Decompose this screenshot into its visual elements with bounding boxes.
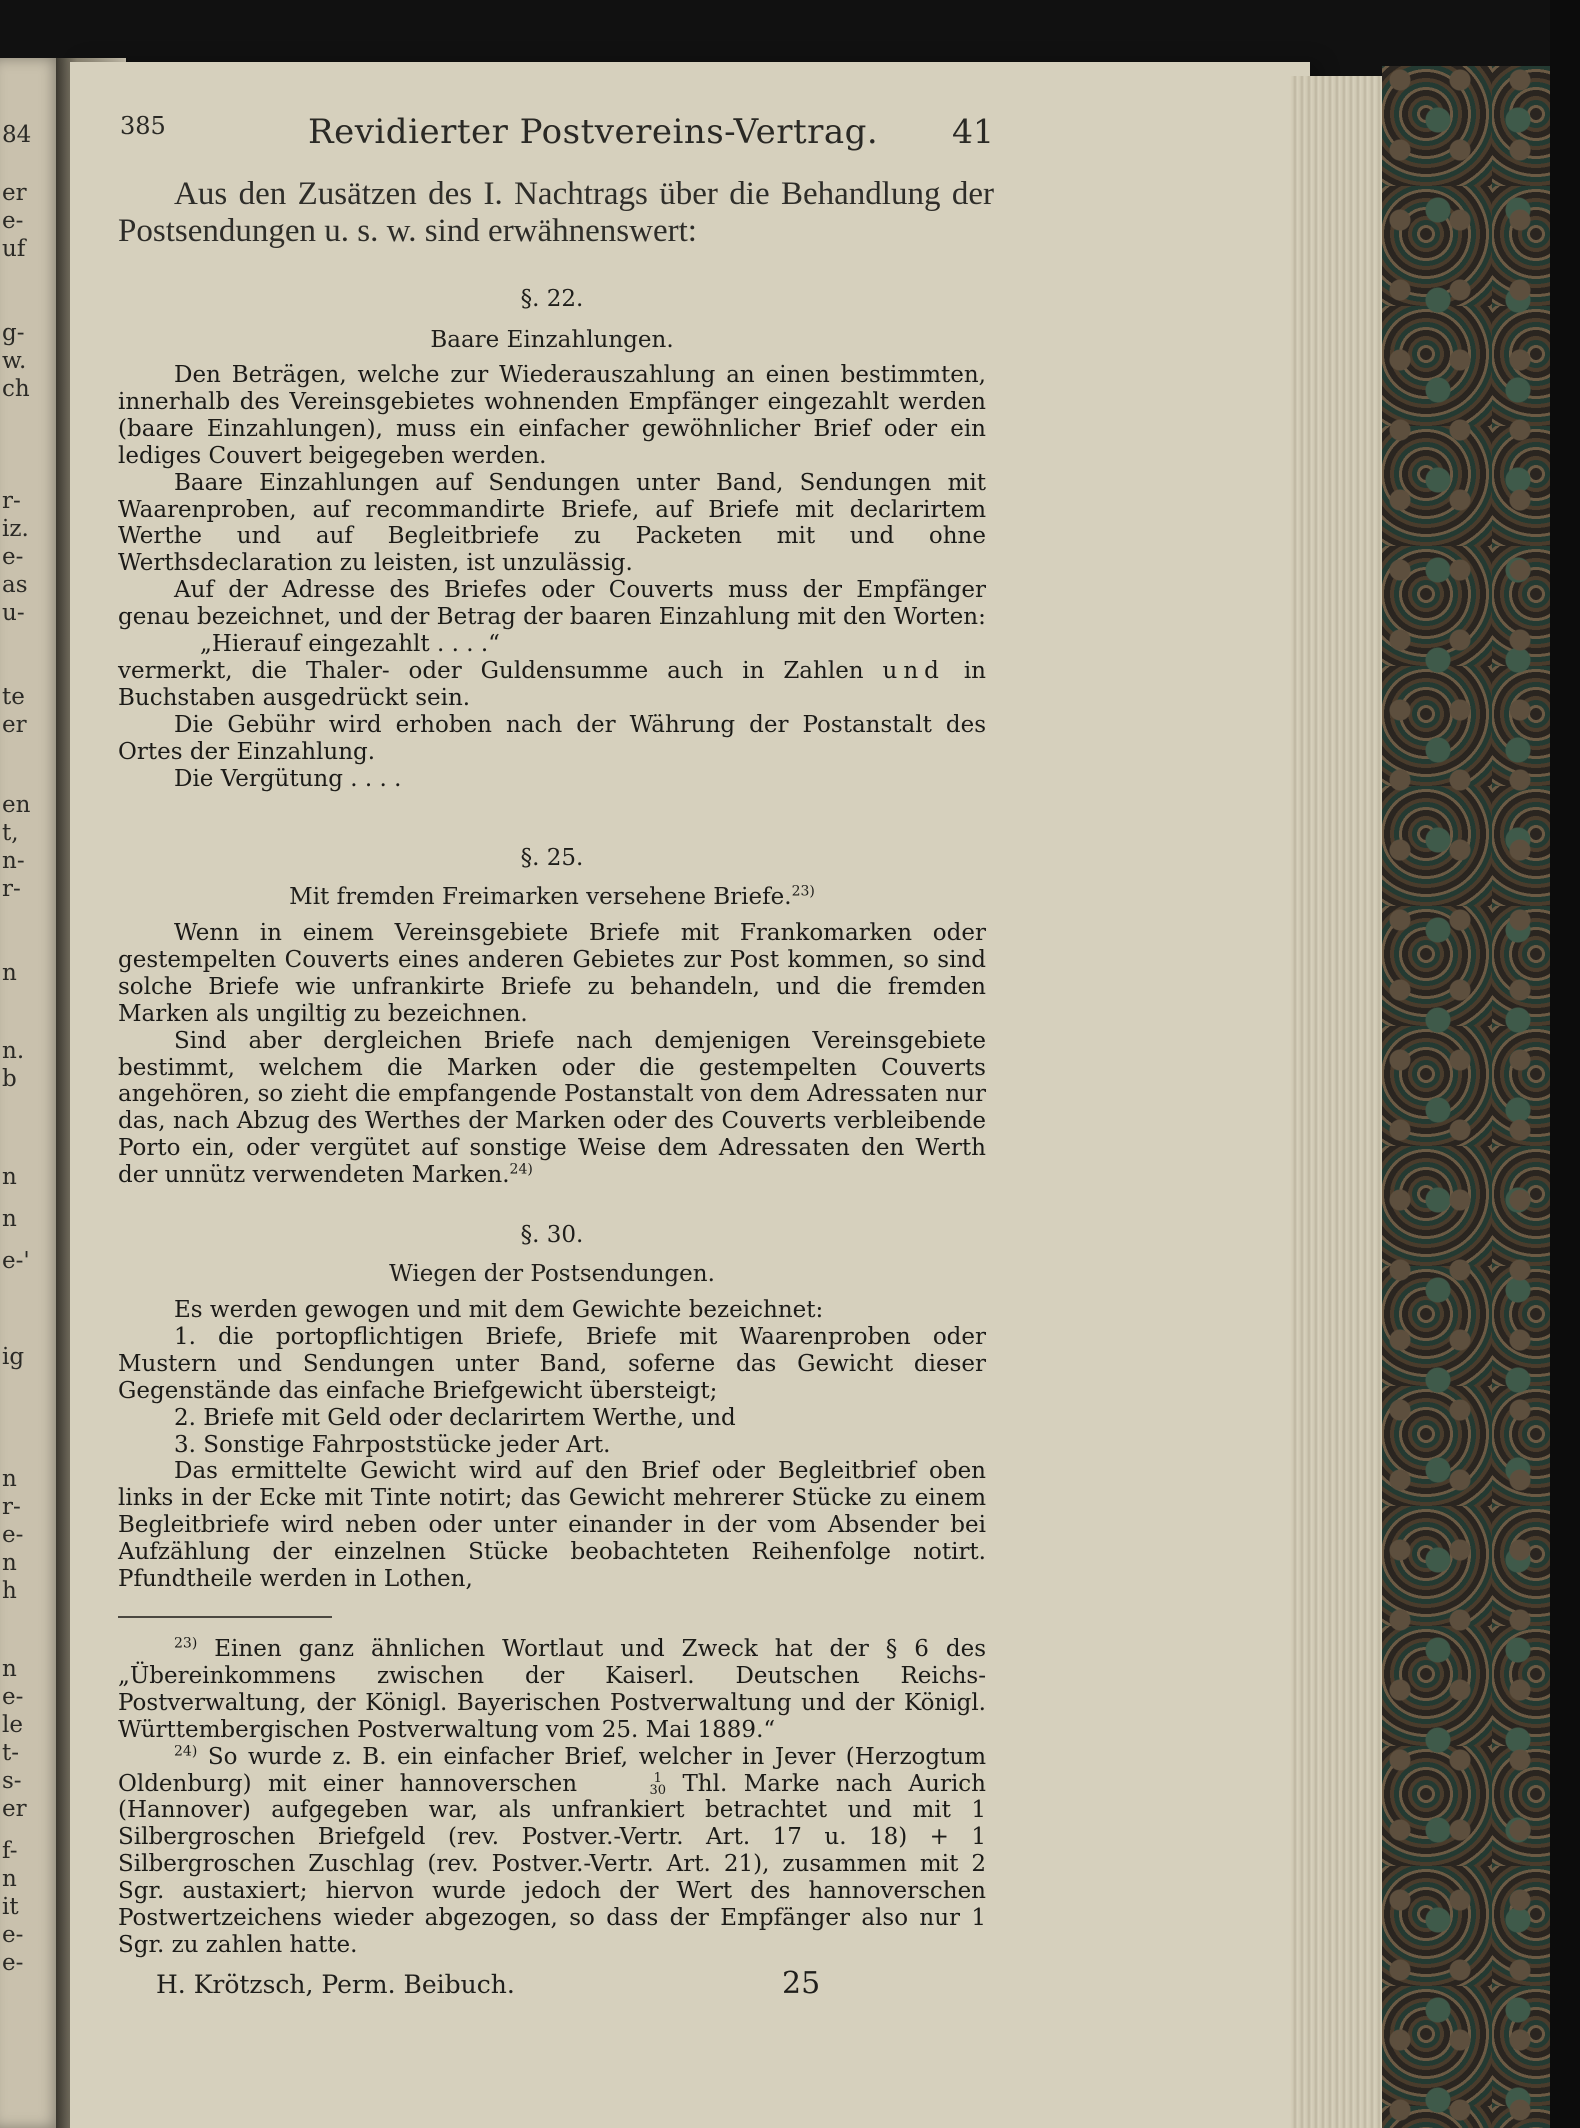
margin-fragment: er — [2, 1796, 27, 1822]
margin-fragment: e- — [2, 544, 24, 570]
margin-fragment: ig — [2, 1344, 25, 1370]
section-25-number: §. 25. — [520, 845, 584, 871]
section-22-spaced-word: und — [882, 657, 945, 684]
footnote-text: Einen ganz ähnlichen Wortlaut und Zweck hat der § 6 des „Übereinkommens zwischen der Kaiserl. Deutschen Reichs-Postverwaltung, der Königl. Bayerischen Postverwaltung und der Königl. Württembergischen Postverwaltung vom 25. Mai 1889.“ — [118, 1636, 987, 1743]
section-30-list-item: 1. die portopflichtigen Briefe, Briefe mit Waarenproben oder Mustern und Sendungen unter Band, soferne das Gewicht dieser Gegenstände das einfache Briefgewicht übersteigt; — [118, 1323, 986, 1404]
section-25-paragraph: Wenn in einem Vereinsgebiete Briefe mit Frankomarken oder gestempelten Couverts eines anderen Gebietes zur Post kommen, so sind solche Briefe wie unfrankirte Briefe zu behandeln, und die fremden Marken als ungiltig zu bezeichnen. — [118, 920, 986, 1027]
section-22-paragraph: Den Beträgen, welche zur Wiederauszahlung an einen bestimmten, innerhalb des Vereinsgebietes wohnenden Empfänger eingezahlt werden (baare Einzahlungen), muss ein einfacher gewöhnlicher Brief oder ein lediges Couvert beigegeben werden. — [118, 362, 986, 469]
signature-footer — [118, 1966, 986, 2004]
margin-fragment: er — [2, 712, 27, 738]
section-25-body — [118, 920, 986, 1189]
footnote-23 — [118, 1636, 986, 1744]
section-30-body — [118, 1297, 986, 1593]
margin-fragment: iz. — [2, 516, 29, 542]
footnote-rule — [118, 1616, 332, 1618]
margin-fragment: e- — [2, 1922, 24, 1948]
margin-fragment: ch — [2, 376, 30, 402]
background-edge — [1550, 0, 1580, 2128]
margin-fragment: w. — [2, 348, 27, 374]
header-page-number-left: 385 — [120, 112, 166, 140]
section-30-number: §. 30. — [520, 1222, 584, 1248]
margin-fragment: te — [2, 684, 25, 710]
margin-fragment: s- — [2, 1768, 22, 1794]
margin-fragment: as — [2, 572, 28, 598]
margin-fragment: t, — [2, 820, 19, 846]
intro-paragraph — [118, 176, 994, 250]
margin-fragment: er — [2, 180, 27, 206]
header-title: Revidierter Postvereins-Vertrag. — [308, 112, 879, 152]
margin-fragment: le — [2, 1712, 23, 1738]
margin-fragment: u- — [2, 600, 25, 626]
footnote-ref-24: 24) — [509, 1161, 533, 1178]
section-22-paragraph: Baare Einzahlungen auf Sendungen unter Band, Sendungen mit Waarenproben, auf recommandirte Briefe, auf Briefe mit declarirtem Werthe und auf Begleitbriefe zu Packeten mit und ohne Werthsdeclaration zu leisten, ist unzulässig. — [118, 469, 986, 577]
intro-text: Aus den Zusätzen des I. Nachtrags über die Behandlung der Postsendungen u. s. w. sind erwähnenswert: — [118, 176, 994, 249]
margin-fragment: n- — [2, 848, 25, 874]
margin-fragment: e- — [2, 1522, 24, 1548]
footnote-24 — [118, 1744, 986, 1959]
fraction — [594, 1770, 667, 1798]
margin-fragment: h — [2, 1578, 17, 1604]
margin-fragment: e- — [2, 208, 24, 234]
running-header — [118, 112, 994, 156]
margin-fragment: r- — [2, 488, 21, 514]
margin-fragment: n — [2, 1656, 17, 1682]
section-22-text-fragment: in Buchstaben ausgedrückt sein. — [118, 657, 986, 711]
section-25-text: Sind aber dergleichen Briefe nach demjenigen Vereinsgebiete bestimmt, welchem die Marken oder die gestempelten Couverts angehören, so zieht die empfangende Postanstalt von dem Adressaten nur das, nach Abzug des Werthes der Marken oder des Couverts verbleibende Porto ein, oder vergütet auf sonstige Weise dem Adressaten den Werth der unnütz verwendeten Marken. — [118, 1027, 986, 1189]
section-22-number: §. 22. — [520, 286, 584, 312]
section-30-list-item: 3. Sonstige Fahrpoststücke jeder Art. — [174, 1431, 611, 1458]
margin-fragment: b — [2, 1066, 17, 1092]
margin-fragment: f- — [2, 1838, 18, 1864]
margin-fragment: it — [2, 1894, 19, 1920]
section-25-paragraph — [118, 1028, 986, 1189]
page-block-edges — [1290, 76, 1382, 2128]
margin-fragment: r- — [2, 1494, 21, 1520]
footnote-text: Thl. Marke nach Aurich (Hannover) aufgegeben war, als unfrankiert betrachtet und mit 1 Silbergroschen Briefgeld (rev. Postver.-Vertr. Art. 17 u. 18) + 1 Silbergroschen Zuschlag (rev. Postver.-Vertr. Art. 21), zusammen mit 2 Sgr. austaxiert; hiervon wurde jedoch der Wert des hannoverschen Postwertzeichens wieder abgezogen, so dass der Empfänger also nur 1 Sgr. zu zahlen hatte. — [118, 1770, 986, 1958]
footnotes — [118, 1636, 986, 1959]
margin-fragment: e-' — [2, 1248, 30, 1274]
footnote-ref-23: 23) — [791, 883, 815, 900]
fraction-numerator: 1 — [653, 1770, 662, 1786]
footnote-mark: 24) — [174, 1742, 198, 1759]
section-30-title: Wiegen der Postsendungen. — [389, 1261, 715, 1287]
footnote-mark: 23) — [174, 1635, 198, 1652]
section-22-paragraph — [118, 658, 986, 712]
section-22-text-fragment: vermerkt, die Thaler- oder Guldensumme auch in Zahlen — [118, 657, 864, 684]
section-22-body — [118, 362, 986, 793]
section-22-paragraph: Die Gebühr wird erhoben nach der Währung der Postanstalt des Ortes der Einzahlung. — [118, 711, 986, 765]
footnote-text: So wurde z. B. ein einfacher Brief, welcher in Jever (Herzogtum Oldenburg) mit einer hannoverschen — [118, 1743, 986, 1797]
margin-fragment: n — [2, 1550, 17, 1576]
margin-fragment: 84 — [2, 122, 32, 148]
margin-fragment: n — [2, 960, 17, 986]
margin-fragment: r- — [2, 876, 21, 902]
section-22-quote: „Hierauf eingezahlt . . . .“ — [200, 631, 500, 658]
section-22-title: Baare Einzahlungen. — [430, 327, 674, 353]
printer-signature: H. Krötzsch, Perm. Beibuch. — [156, 1970, 515, 1999]
margin-fragment: n — [2, 1866, 17, 1892]
margin-fragment: e- — [2, 1684, 24, 1710]
previous-page-strip — [0, 58, 62, 2128]
sheet-number: 25 — [782, 1966, 821, 2001]
margin-fragment: t- — [2, 1740, 20, 1766]
margin-fragment: uf — [2, 236, 26, 262]
section-30-list-item: 2. Briefe mit Geld oder declarirtem Werthe, und — [174, 1404, 736, 1431]
section-25-title: Mit fremden Freimarken versehene Briefe. — [289, 884, 792, 910]
margin-fragment: en — [2, 792, 31, 818]
section-30-paragraph: Es werden gewogen und mit dem Gewichte bezeichnet: — [174, 1297, 824, 1323]
header-page-number-right: 41 — [952, 112, 994, 151]
section-30-paragraph: Das ermittelte Gewicht wird auf den Brief oder Begleitbrief oben links in der Ecke mit Tinte notirt; das Gewicht mehrerer Stücke zu einem Begleitbriefe wird neben oder unter einander in der vom Absender bei Aufzählung der einzelnen Stücke beobachteten Reihenfolge notirt. Pfundtheile werden in Lothen, — [118, 1458, 986, 1593]
section-25-title-line — [118, 884, 986, 910]
margin-fragment: n. — [2, 1038, 25, 1064]
margin-fragment: e- — [2, 1950, 24, 1976]
fraction-denominator: 30 — [649, 1782, 667, 1798]
margin-fragment: g- — [2, 320, 25, 346]
section-22-paragraph: Die Vergütung . . . . — [174, 765, 402, 792]
margin-fragment: n — [2, 1466, 17, 1492]
margin-fragment: n — [2, 1206, 17, 1232]
section-22-paragraph: Auf der Adresse des Briefes oder Couverts muss der Empfänger genau bezeichnet, und der Betrag der baaren Einzahlung mit den Worten: — [118, 577, 986, 631]
margin-fragment: n — [2, 1164, 17, 1190]
